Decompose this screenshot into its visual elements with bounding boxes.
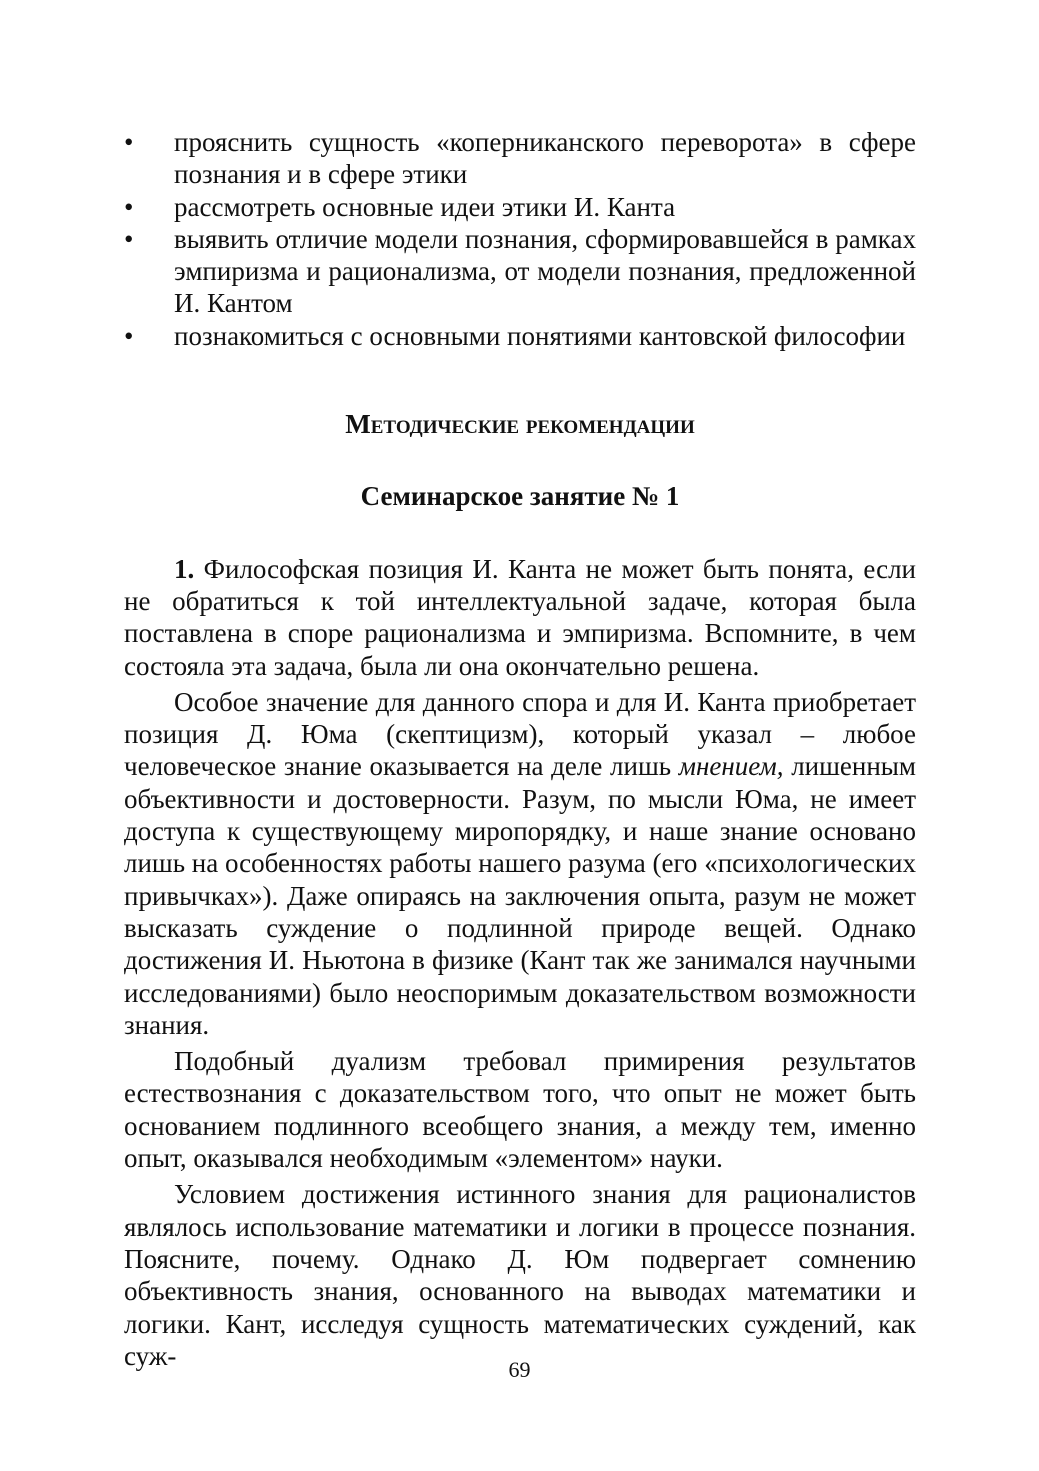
paragraph-text: лишенным объективности и достоверности. Разум, по мысли Юма, не имеет доступа к существующему миропорядку, и наше знание основано лишь на особенностях работы нашего разума (его «психологических привычках»). Даже опираясь на заключения опыта, разум не может высказать суждение о подлинной природе вещей. Однако достижения И. Ньютона в физике (Кант так же занимался научными исследованиями) было неоспоримым доказательством возможности знания. — [124, 751, 917, 1040]
bullet-icon: • — [124, 191, 134, 222]
page-body — [124, 126, 916, 1376]
goal-item — [124, 320, 916, 352]
bullet-icon: • — [124, 223, 134, 254]
paragraph-text: Философская позиция И. Канта не может быть понята, если не обратиться к той интеллектуальной задаче, которая была поставлена в споре рационализма и эмпиризма. Вспомните, в чем состояла эта задача, была ли она окончательно решена. — [124, 553, 916, 681]
paragraph: Условием достижения истинного знания для рационалистов являлось использование математики и логики в процессе познания. Поясните, почему. Однако Д. Юм подвергает сомнению объективность знания, основанного на выводах математики и логики. Кант, исследуя сущность математических суждений, как суж- — [124, 1179, 916, 1371]
paragraph — [124, 553, 916, 682]
goal-item — [124, 223, 916, 320]
body-text — [124, 553, 916, 1372]
page-number: 69 — [508, 1357, 531, 1382]
goal-text: прояснить сущность «коперниканского переворота» в сфере познания и в сфере этики — [174, 127, 916, 190]
section-heading: Методические рекомендации — [345, 409, 695, 440]
paragraph-text: Особое значение для данного спора и для И. Канта приобретает позиция Д. Юма (скептицизм), который указал – любое человеческое знание оказывается на деле лишь — [124, 686, 916, 782]
goals-list — [124, 126, 916, 352]
seminar-heading: Семинарское занятие № 1 — [360, 481, 680, 512]
goal-text: выявить отличие модели познания, сформировавшейся в рамках эмпиризма и рационализма, от модели познания, предложенной И. Кантом — [174, 223, 916, 319]
bullet-icon: • — [124, 320, 134, 351]
emphasis: мнением, — [678, 751, 784, 782]
paragraph — [124, 686, 916, 1041]
goal-item — [124, 191, 916, 223]
goal-text: рассмотреть основные идеи этики И. Канта — [174, 191, 676, 222]
goal-text: познакомиться с основными понятиями кантовской философии — [174, 320, 906, 351]
bullet-icon: • — [124, 127, 134, 157]
goal-item — [124, 126, 916, 191]
paragraph: Подобный дуализм требовал примирения результатов естествознания с доказательством того, что опыт не может быть основанием подлинного всеобщего знания, а между тем, именно опыт, оказывался необходимым «элементом» науки. — [124, 1046, 916, 1174]
paragraph-number: 1. — [174, 553, 195, 584]
